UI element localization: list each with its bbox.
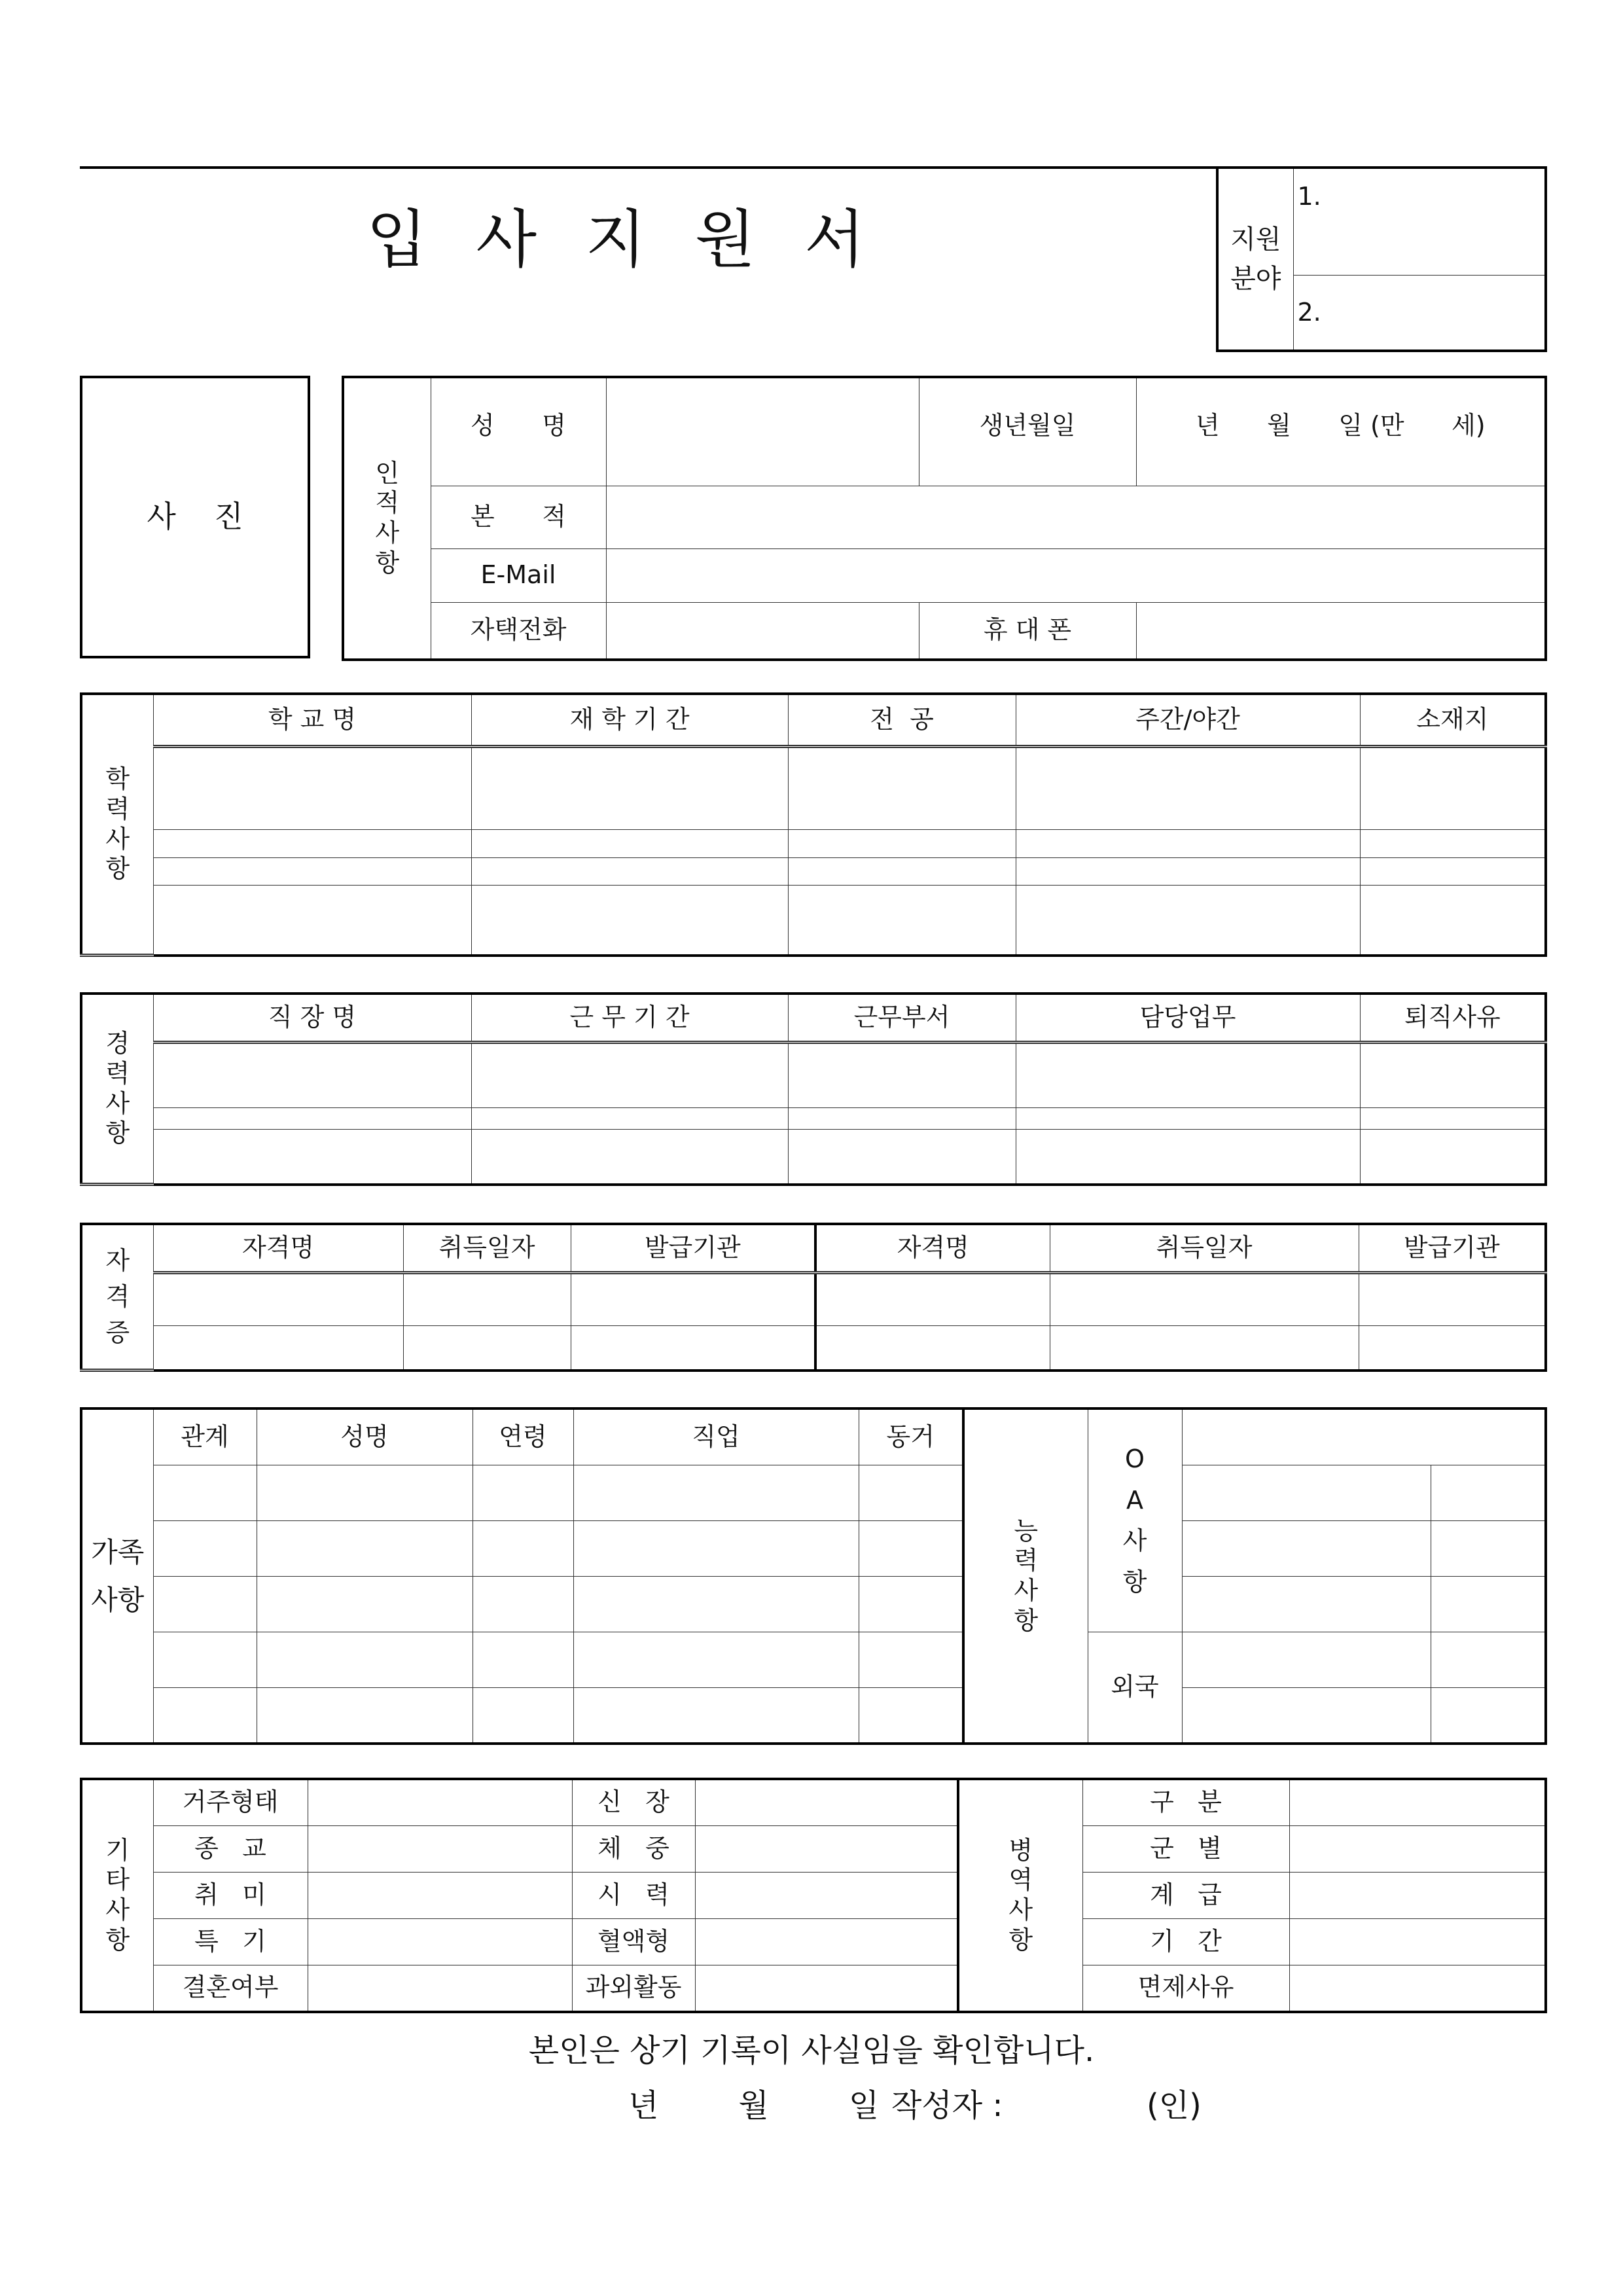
education-header: 학 교 명 (153, 694, 471, 746)
email-field[interactable] (606, 548, 1546, 602)
name-field[interactable] (606, 377, 919, 486)
education-header: 재 학 기 간 (471, 694, 788, 746)
etc-section-label: 기 타 사 항 (81, 1779, 153, 2012)
license-header: 자격명 (815, 1224, 1050, 1272)
education-row (81, 886, 1546, 956)
extracurricular-label: 과외활동 (572, 1965, 695, 2012)
application-field-box (1216, 166, 1547, 352)
blood-type-field[interactable] (695, 1918, 958, 1965)
career-row (81, 1107, 1546, 1129)
license-header: 취득일자 (403, 1224, 571, 1272)
family-section-label: 가족 사항 (81, 1408, 153, 1744)
military-rank-label: 계 급 (1082, 1872, 1289, 1918)
field-item-1[interactable]: 1. (1293, 168, 1546, 275)
religion-field[interactable] (308, 1825, 572, 1872)
family-header: 직업 (573, 1408, 859, 1465)
home-phone-label: 자택전화 (431, 602, 606, 660)
family-header: 관계 (153, 1408, 257, 1465)
license-row (81, 1272, 1546, 1326)
license-header: 발급기관 (1359, 1224, 1546, 1272)
hobby-label: 취 미 (153, 1872, 308, 1918)
foreign-field[interactable] (1182, 1687, 1431, 1744)
exemption-reason-field[interactable] (1289, 1965, 1546, 2012)
residence-label: 거주형태 (153, 1779, 308, 1825)
photo-box[interactable] (80, 376, 310, 658)
field-label: 지원 분야 (1217, 168, 1293, 351)
skill-field[interactable] (308, 1918, 572, 1965)
license-table (80, 1223, 1547, 1372)
birth-field[interactable]: 년 월 일 (만 세) (1136, 377, 1546, 486)
page-title: 입 사 지 원 서 (366, 203, 880, 276)
oa-field[interactable] (1182, 1465, 1431, 1520)
footer-date[interactable]: 년 월 일 (628, 2087, 880, 2124)
oa-level[interactable] (1431, 1576, 1546, 1632)
mobile-label: 휴 대 폰 (919, 602, 1136, 660)
military-branch-field[interactable] (1289, 1825, 1546, 1872)
license-header: 취득일자 (1050, 1224, 1359, 1272)
etc-military-table (80, 1778, 1547, 2013)
education-row (81, 857, 1546, 886)
origin-field[interactable] (606, 486, 1546, 548)
education-table (80, 692, 1547, 957)
career-header: 직 장 명 (153, 994, 471, 1042)
family-header: 성명 (257, 1408, 473, 1465)
oa-field[interactable] (1182, 1520, 1431, 1576)
career-header: 근무부서 (788, 994, 1016, 1042)
family-ability-table (80, 1407, 1547, 1745)
foreign-level[interactable] (1431, 1632, 1546, 1687)
marital-status-label: 결혼여부 (153, 1965, 308, 2012)
height-field[interactable] (695, 1779, 958, 1825)
skill-label: 특 기 (153, 1918, 308, 1965)
oa-level[interactable] (1431, 1520, 1546, 1576)
family-header: 동거 (859, 1408, 963, 1465)
license-section-label: 자 격 증 (81, 1224, 153, 1371)
education-header: 주간/야간 (1016, 694, 1360, 746)
birth-label: 생년월일 (919, 377, 1136, 486)
education-header: 전 공 (788, 694, 1016, 746)
residence-field[interactable] (308, 1779, 572, 1825)
license-header: 자격명 (153, 1224, 403, 1272)
oa-label: O A 사 항 (1088, 1408, 1182, 1632)
marital-status-field[interactable] (308, 1965, 572, 2012)
education-row (81, 746, 1546, 830)
career-section-label: 경 력 사 항 (81, 994, 153, 1185)
origin-label: 본 적 (431, 486, 606, 548)
career-header: 퇴직사유 (1360, 994, 1546, 1042)
career-header: 담당업무 (1016, 994, 1360, 1042)
career-row (81, 1130, 1546, 1185)
ability-section-label: 능 력 사 항 (963, 1408, 1088, 1744)
military-period-label: 기 간 (1082, 1918, 1289, 1965)
career-row (81, 1042, 1546, 1107)
extracurricular-field[interactable] (695, 1965, 958, 2012)
eyesight-field[interactable] (695, 1872, 958, 1918)
family-header: 연령 (473, 1408, 573, 1465)
education-section-label: 학 력 사 항 (81, 694, 153, 956)
oa-field[interactable] (1182, 1576, 1431, 1632)
weight-label: 체 중 (572, 1825, 695, 1872)
education-row (81, 830, 1546, 858)
military-rank-field[interactable] (1289, 1872, 1546, 1918)
email-label: E-Mail (431, 548, 606, 602)
height-label: 신 장 (572, 1779, 695, 1825)
military-type-field[interactable] (1289, 1779, 1546, 1825)
foreign-level[interactable] (1431, 1687, 1546, 1744)
confirmation-statement: 본인은 상기 기록이 사실임을 확인합니다. (528, 2032, 1095, 2069)
footer-seal: (인) (1147, 2087, 1202, 2124)
photo-label: 사 진 (81, 377, 309, 657)
blood-type-label: 혈액형 (572, 1918, 695, 1965)
foreign-field[interactable] (1182, 1632, 1431, 1687)
license-header: 발급기관 (571, 1224, 815, 1272)
title-rule (80, 166, 1225, 169)
oa-level[interactable] (1431, 1465, 1546, 1520)
home-phone-field[interactable] (606, 602, 919, 660)
education-header: 소재지 (1360, 694, 1546, 746)
eyesight-label: 시 력 (572, 1872, 695, 1918)
name-label: 성 명 (431, 377, 606, 486)
oa-field[interactable] (1182, 1408, 1546, 1465)
field-item-2[interactable]: 2. (1293, 275, 1546, 351)
personal-info-table (342, 376, 1547, 661)
license-row (81, 1326, 1546, 1371)
career-header: 근 무 기 간 (471, 994, 788, 1042)
weight-field[interactable] (695, 1825, 958, 1872)
foreign-language-label: 외국 (1088, 1632, 1182, 1744)
personal-section-label: 인 적 사 항 (343, 377, 431, 660)
hobby-field[interactable] (308, 1872, 572, 1918)
military-section-label: 병 역 사 항 (958, 1779, 1082, 2012)
exemption-reason-label: 면제사유 (1082, 1965, 1289, 2012)
military-branch-label: 군 별 (1082, 1825, 1289, 1872)
career-table (80, 992, 1547, 1186)
footer-writer-label: 작성자 : (891, 2087, 1003, 2124)
military-type-label: 구 분 (1082, 1779, 1289, 1825)
religion-label: 종 교 (153, 1825, 308, 1872)
mobile-field[interactable] (1136, 602, 1546, 660)
military-period-field[interactable] (1289, 1918, 1546, 1965)
